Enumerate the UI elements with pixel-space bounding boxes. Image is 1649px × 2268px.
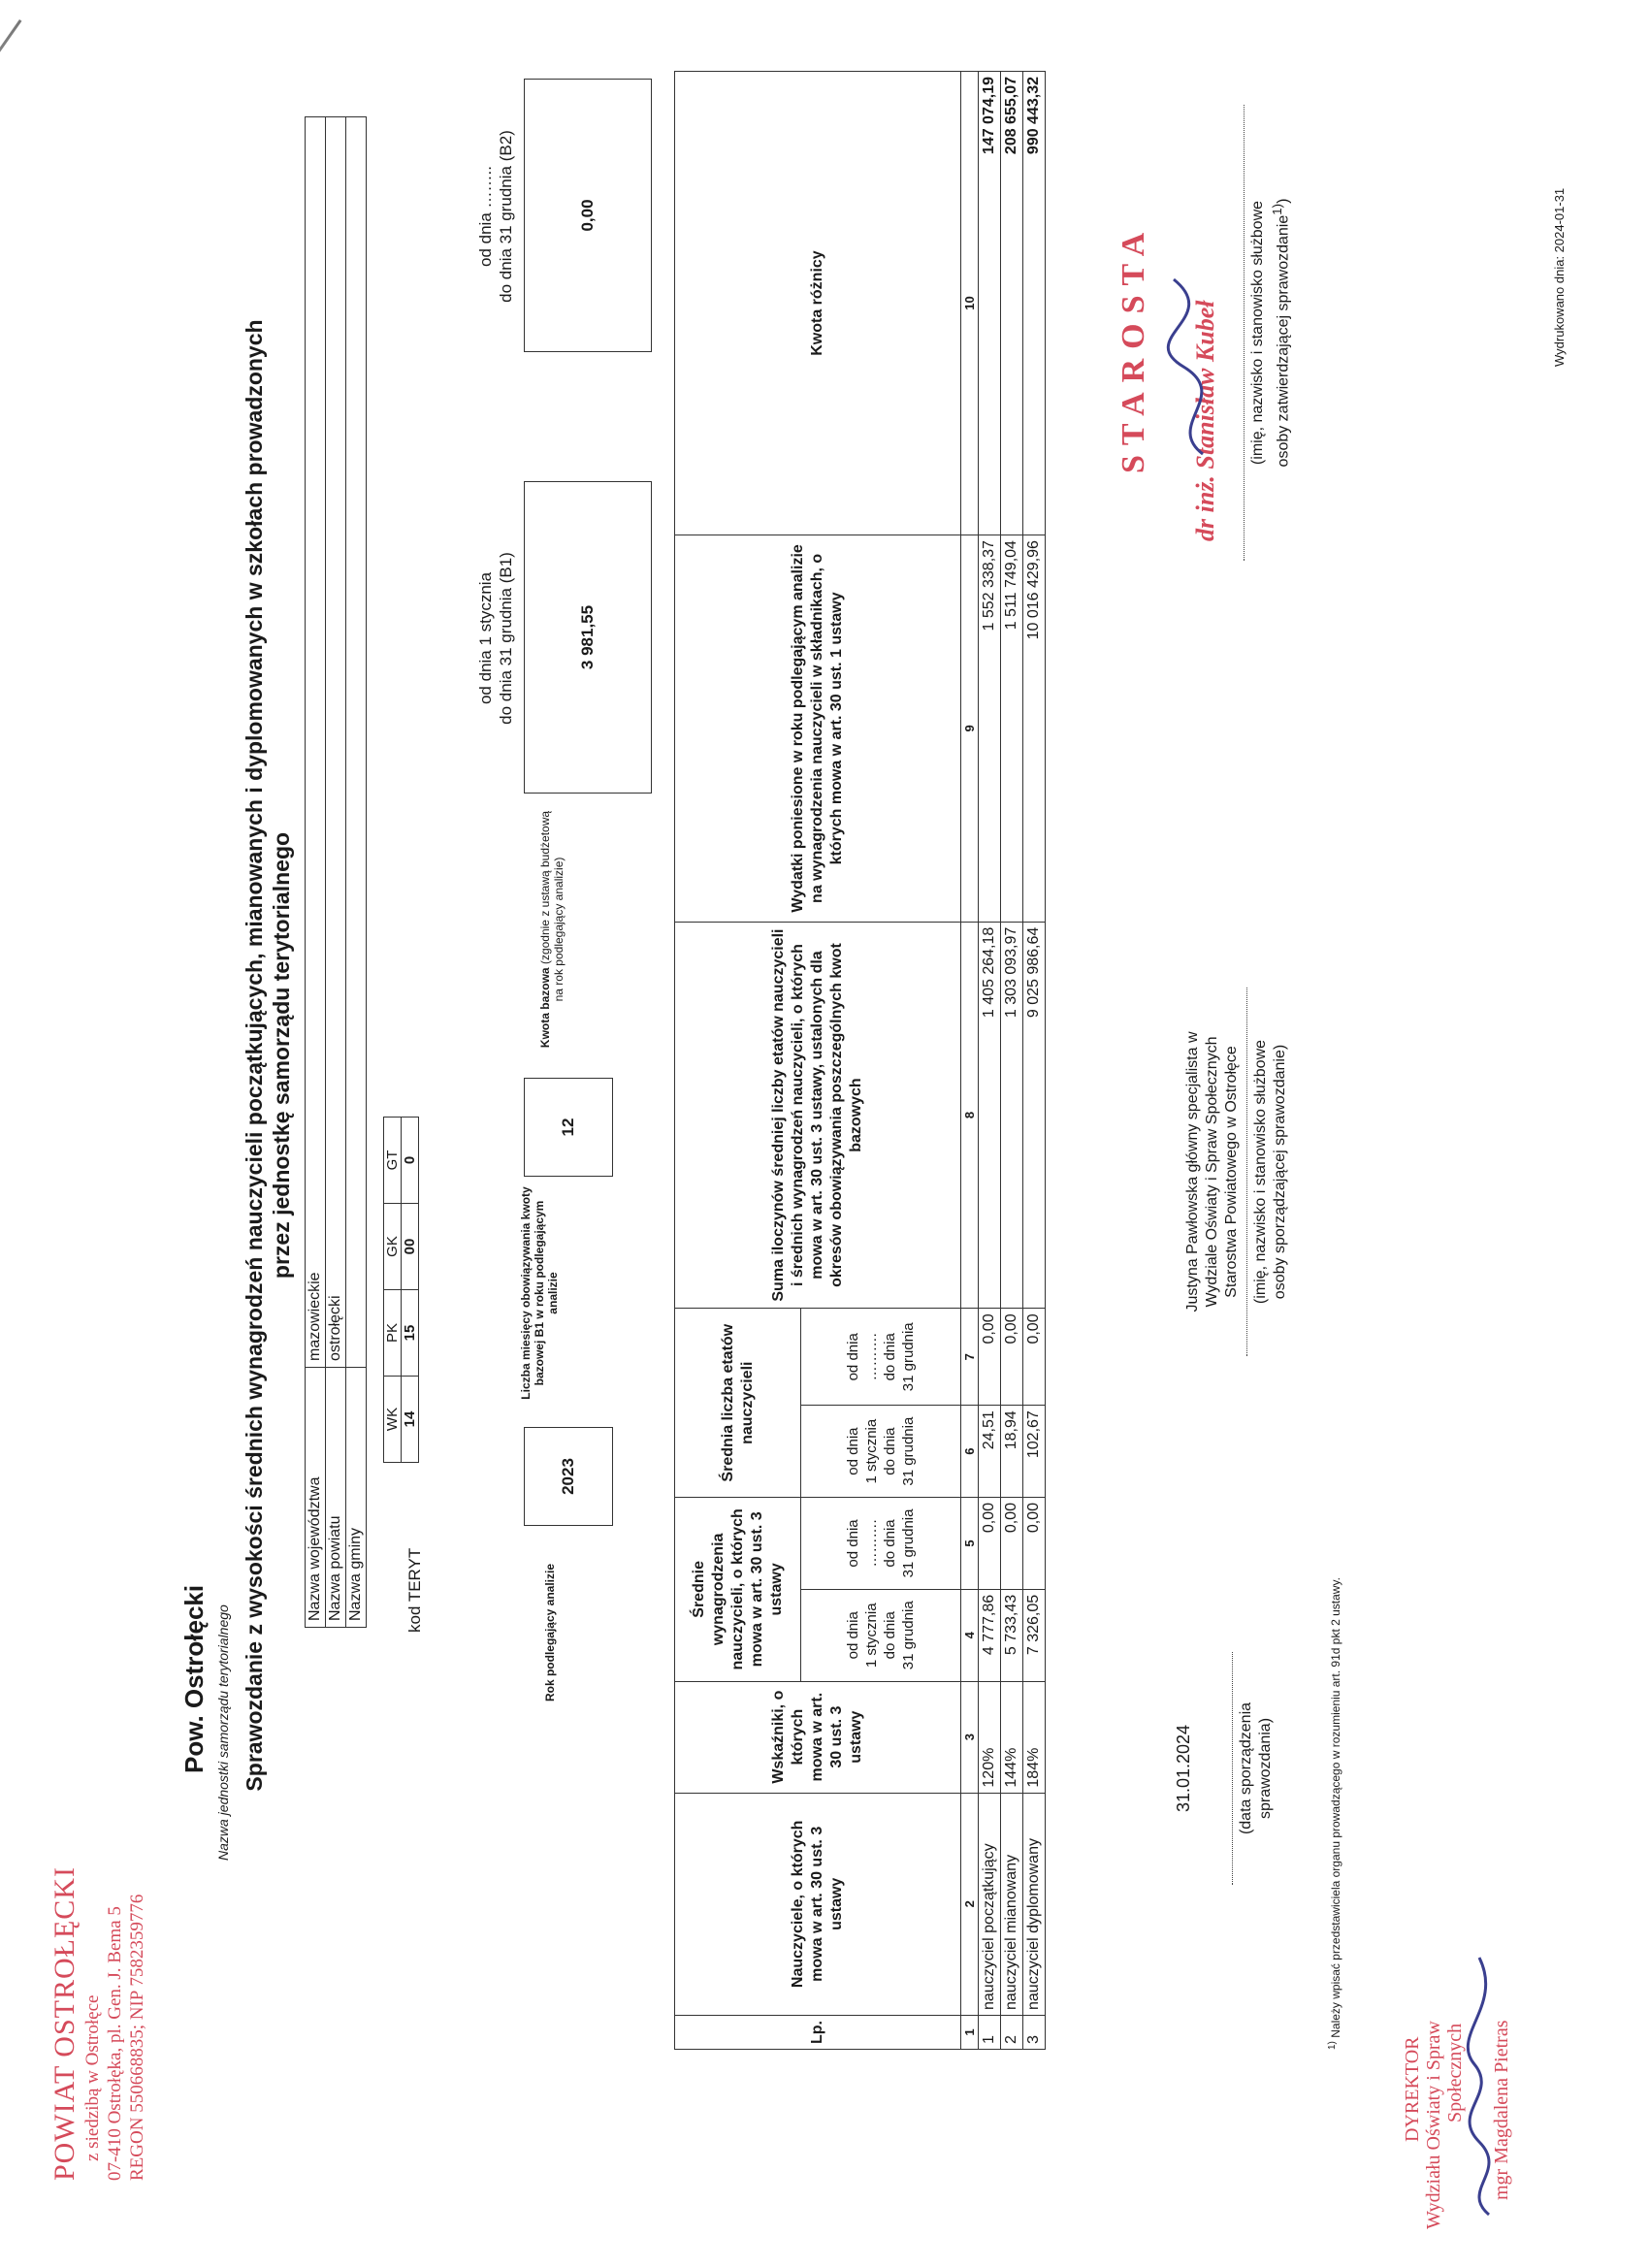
b2-period-to: do dnia 31 grudnia (B2)	[497, 130, 515, 303]
row-c6: 24,51	[979, 1406, 1001, 1498]
row-c9: 10 016 429,96	[1023, 535, 1046, 923]
period-text: 1 stycznia	[863, 1418, 880, 1484]
stamp-line-3: REGON 550668835; NIP 7582359776	[127, 1894, 147, 2181]
row-teacher: nauczyciel mianowany	[1001, 1793, 1023, 2015]
handwritten-signature	[1145, 270, 1251, 464]
col-number: 8	[961, 922, 979, 1309]
period-text: do dnia	[882, 1427, 898, 1475]
period-text: 1 stycznia	[863, 1603, 880, 1669]
header-avg-fte: Średnia liczba etatów nauczycieli	[675, 1309, 801, 1498]
row-indicator: 184%	[1023, 1681, 1046, 1793]
info-row	[306, 117, 326, 1628]
preparer-line: Justyna Pawłowska główny specjalista w	[1184, 1031, 1201, 1312]
b2-period	[475, 81, 516, 352]
base-label-block	[538, 808, 566, 1051]
header-expenses: Wydatki poniesione w roku podlegającym analizie na wynagrodzenia nauczycieli w składnikach, o których mowa w art. 30 ust. 1 ustawy	[675, 535, 961, 923]
row-c5: 0,00	[1001, 1498, 1023, 1590]
row-lp: 2	[1001, 2016, 1023, 2050]
teryt-gk-header: GK	[384, 1204, 402, 1290]
title-line-1: Sprawozdanie z wysokości średnich wynagrodzeń nauczycieli początkujących, mianowanych i dyplomowanych w szkołach prowadzonych	[242, 319, 267, 1792]
date-caption-line: sprawozdania)	[1257, 1717, 1274, 1820]
stamp-title: POWIAT OSTROŁĘCKI	[48, 1866, 81, 2181]
period-text: do dnia	[882, 1611, 898, 1660]
period-text: od dnia	[845, 1427, 861, 1475]
row-indicator: 120%	[979, 1681, 1001, 1793]
col-number: 7	[961, 1309, 979, 1406]
header-avg-salary: Średnie wynagrodzenia nauczycieli, o których mowa w art. 30 ust. 3 ustawy	[675, 1498, 801, 1682]
dyrektor-line: Społecznych	[1444, 2023, 1466, 2122]
approver-caption-close: )	[1275, 198, 1292, 204]
row-lp: 1	[979, 2016, 1001, 2050]
footnote-marker: 1)	[1327, 2041, 1338, 2050]
date-caption-line: (data sporządzenia	[1238, 1701, 1254, 1835]
teryt-wk-header: WK	[384, 1377, 402, 1463]
period-a-salary	[801, 1589, 961, 1681]
header-indicators: Wskaźniki, o których mowa w art. 30 ust. 3 ustawy	[675, 1681, 961, 1793]
starosta-title: STAROSTA	[1116, 222, 1151, 473]
teryt-wk-value: 14	[402, 1377, 419, 1463]
dyrektor-line: Wydziału Oświaty i Spraw	[1423, 2021, 1444, 2229]
row-c7: 0,00	[979, 1309, 1001, 1406]
salary-table	[674, 71, 1046, 2050]
teryt-pk-value: 15	[402, 1290, 419, 1377]
approver-caption-line	[1268, 105, 1293, 561]
col-number: 10	[961, 72, 979, 535]
row-c9: 1 511 749,04	[1001, 535, 1023, 923]
info-value: ostrołęcki	[326, 117, 346, 1368]
months-value: 12	[524, 1078, 613, 1177]
row-c8: 1 303 093,97	[1001, 922, 1023, 1309]
approver-caption-sup: 1)	[1270, 203, 1284, 215]
col-number: 9	[961, 535, 979, 923]
table-row	[1001, 72, 1023, 2050]
unit-caption: Nazwa jednostki samorządu terytorialnego	[215, 1604, 231, 1861]
info-value: mazowieckie	[306, 117, 326, 1368]
dyrektor-signature	[1460, 1948, 1508, 2219]
preparer-caption-line: (imię, nazwisko i stanowisko służbowe	[1252, 1039, 1269, 1305]
b2-value: 0,00	[524, 79, 652, 352]
period-a-fte	[801, 1406, 961, 1498]
row-c10: 990 443,32	[1023, 72, 1046, 535]
header-difference: Kwota różnicy	[675, 72, 961, 535]
b1-period	[475, 464, 516, 813]
row-c10: 147 074,19	[979, 72, 1001, 535]
col-number: 3	[961, 1681, 979, 1793]
row-indicator: 144%	[1001, 1681, 1023, 1793]
months-label: Liczba miesięcy obowiązywania kwoty bazowej B1 w roku podlegającym analizie	[519, 1186, 560, 1400]
preparer-line: Wydziale Oświaty i Spraw Społecznych	[1204, 1036, 1220, 1308]
preparer-name	[1183, 968, 1242, 1376]
header-sum-products: Suma iloczynów średniej liczby etatów nauczycieli i średnich wynagrodzeń nauczycieli, o których mowa w art. 30 ust. 3 ustawy, ustalonych dla okresów obowiązywania poszczególnych kwot bazowych	[675, 922, 961, 1309]
starosta-name: dr inż. Stanisław Kubeł	[1191, 300, 1219, 541]
info-value	[346, 117, 367, 1368]
preparer-caption-line: osoby sporządzającej sprawozdanie)	[1272, 1044, 1288, 1300]
row-c5: 0,00	[979, 1498, 1001, 1590]
period-text: do dnia	[882, 1333, 898, 1381]
footnote	[1327, 1577, 1342, 2050]
period-text: do dnia	[882, 1519, 898, 1568]
row-c4: 5 733,43	[1001, 1589, 1023, 1681]
table-row	[1023, 72, 1046, 2050]
teryt-gk-value: 00	[402, 1204, 419, 1290]
year-label: Rok podlegający analizie	[543, 1563, 557, 1702]
teryt-label: kod TERYT	[405, 1547, 424, 1633]
base-note: (zgodnie z ustawą budżetową na rok podlegający analizie)	[538, 810, 566, 1002]
b1-period-to: do dnia 31 grudnia (B1)	[497, 552, 515, 725]
period-b-fte	[801, 1309, 961, 1406]
row-c7: 0,00	[1001, 1309, 1023, 1406]
period-text: 31 grudnia	[900, 1416, 917, 1486]
teryt-gt-value: 0	[402, 1118, 419, 1204]
info-row	[346, 117, 367, 1628]
period-text: od dnia	[845, 1519, 861, 1568]
base-label: Kwota bazowa	[538, 967, 552, 1049]
table-row	[979, 72, 1001, 2050]
approver-caption-text: osoby zatwierdzającej sprawozdanie	[1275, 214, 1292, 468]
period-text: od dnia	[845, 1333, 861, 1381]
period-text: 31 grudnia	[900, 1601, 917, 1670]
teryt-pk-header: PK	[384, 1290, 402, 1377]
row-c4: 7 326,05	[1023, 1589, 1046, 1681]
b1-value: 3 981,55	[524, 481, 652, 794]
row-c8: 9 025 986,64	[1023, 922, 1046, 1309]
info-label: Nazwa gminy	[346, 1368, 367, 1628]
col-number: 2	[961, 1793, 979, 2015]
period-text: od dnia	[845, 1611, 861, 1660]
preparer-caption	[1246, 988, 1290, 1356]
stamp-line-2: 07-410 Ostrołęka, pl. Gen. J. Bema 5	[105, 1906, 125, 2181]
column-number-row	[961, 72, 979, 2050]
report-title	[241, 182, 295, 1928]
row-c7: 0,00	[1023, 1309, 1046, 1406]
period-text: ……….	[863, 1519, 880, 1568]
footnote-text: Należy wpisać przedstawiciela organu prowadzącego w rozumieniu art. 91d pkt 2 ustawy.	[1329, 1577, 1342, 2042]
teryt-table	[383, 1117, 419, 1463]
row-c10: 208 655,07	[1001, 72, 1023, 535]
row-teacher: nauczyciel początkujący	[979, 1793, 1001, 2015]
period-b-salary	[801, 1498, 961, 1590]
row-c8: 1 405 264,18	[979, 922, 1001, 1309]
row-teacher: nauczyciel dyplomowany	[1023, 1793, 1046, 2015]
row-c4: 4 777,86	[979, 1589, 1001, 1681]
row-c5: 0,00	[1023, 1498, 1046, 1590]
info-label: Nazwa województwa	[306, 1368, 326, 1628]
period-text: ……….	[863, 1333, 880, 1381]
title-line-2: przez jednostkę samorządu terytorialnego	[269, 831, 294, 1280]
period-text: 31 grudnia	[900, 1508, 917, 1578]
col-number: 5	[961, 1498, 979, 1590]
col-number: 1	[961, 2016, 979, 2050]
info-label: Nazwa powiatu	[326, 1368, 346, 1628]
dyrektor-line: DYREKTOR	[1402, 2036, 1423, 2142]
col-number: 6	[961, 1406, 979, 1498]
report-date: 31.01.2024	[1174, 1724, 1193, 1813]
period-text: 31 grudnia	[900, 1322, 917, 1392]
printed-date: Wydrukowano dnia: 2024-01-31	[1552, 187, 1567, 367]
teryt-gt-header: GT	[384, 1118, 402, 1204]
col-number: 4	[961, 1589, 979, 1681]
year-value: 2023	[524, 1427, 613, 1526]
b1-period-from: od dnia 1 stycznia	[476, 571, 495, 705]
jst-info-table	[305, 116, 367, 1628]
b2-period-from: od dnia ……..	[476, 166, 495, 267]
row-c6: 102,67	[1023, 1406, 1046, 1498]
dyrektor-line: mgr Magdalena Pietras	[1491, 2020, 1512, 2200]
preparer-line: Starostwa Powiatowego w Ostrołęce	[1223, 1046, 1240, 1298]
header-lp: Lp.	[675, 2016, 961, 2050]
county-stamp	[48, 1773, 148, 2181]
header-teachers: Nauczyciele, o których mowa w art. 30 ust. 3 ustawy	[675, 1793, 961, 2015]
stamp-line-1: z siedzibą w Ostrołęce	[82, 1994, 103, 2161]
approver-caption	[1244, 105, 1293, 561]
row-c9: 1 552 338,37	[979, 535, 1001, 923]
row-c6: 18,94	[1001, 1406, 1023, 1498]
row-lp: 3	[1023, 2016, 1046, 2050]
info-row	[326, 117, 346, 1628]
unit-name: Pow. Ostrołęcki	[179, 1584, 209, 1773]
approver-caption-line: (imię, nazwisko i stanowisko służbowe	[1249, 200, 1266, 466]
date-caption	[1232, 1652, 1276, 1885]
